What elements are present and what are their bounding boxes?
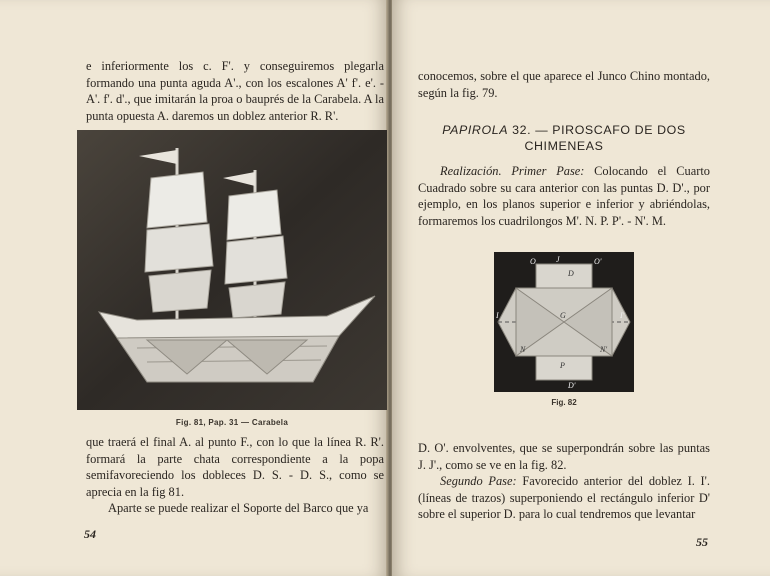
heading-label: PAPIROLA (442, 123, 509, 137)
figure-caption: Fig. 81, Pap. 31 — Carabela (175, 418, 289, 427)
folding-diagram-photo (494, 252, 634, 392)
paragraph-text: e inferiormente los c. F'. y conseguiremos plegarla formando una punta aguda A'., con los escalones A' f'. e'. - A'. f'. d'., que imitarán la proa o bauprés de la Carabela. A la punta opuesta A. daremos un doblez anterior R. R'. (86, 59, 384, 123)
figure-label-o: O (530, 257, 536, 266)
right-page-top-paragraph (418, 68, 710, 101)
left-page-top-paragraph (86, 58, 384, 124)
paragraph-text (418, 163, 710, 229)
figure-label-g: G (560, 311, 566, 320)
heading-title: — PIROSCAFO DE DOS CHIMENEAS (524, 123, 686, 153)
figure-label-o-prime: O' (594, 257, 602, 266)
figure-caption: Fig. 82 (551, 398, 577, 407)
section-heading (418, 122, 710, 154)
figure-label-p: P (560, 361, 565, 370)
figure-label-j: J (556, 255, 560, 264)
figure-label-i-prime: I' (620, 311, 625, 320)
paragraph-text (418, 473, 710, 523)
figure-label-d: D (568, 269, 574, 278)
paper-ship-illustration (77, 130, 387, 410)
paragraph-body: Favorecido anterior del doblez I. I'. (líneas de trazos) superponiendo el rectángulo inferior D' sobre el superior D. para lo cual tendremos que levantar (418, 474, 710, 521)
paragraph-text: Aparte se puede realizar el Soporte del Barco que ya (108, 501, 369, 515)
figure-label-n-prime: N' (600, 345, 608, 354)
left-page-bottom-paragraphs (86, 434, 384, 517)
paragraph-text: que traerá el final A. al punto F., con lo que la línea R. R'. formará la parte chata correspondiente a la popa semifavoreciendo los dobleces D. S. - D. S., como se aprecia en la fig 81. (86, 435, 384, 499)
paragraph-text: D. O'. envolventes, que se superpondrán sobre las puntas J. J'., como se ve en la fig. 82. (418, 441, 710, 472)
folded-square-illustration (494, 252, 634, 392)
paragraph-text: conocemos, sobre el que aparece el Junco Chino montado, según la fig. 79. (418, 69, 710, 100)
paragraph-body: Colocando el Cuarto Cuadrado sobre su cara anterior con las puntas D. D'., por ejemplo, en los planos superior e inferior y abriéndolas, formaremos los cuadrilongos M'. N. P. P'. - N'. M. (418, 164, 710, 228)
right-page-bottom-paragraphs (418, 440, 710, 523)
heading-number: 32. (512, 123, 532, 137)
figure-label-i: I (496, 311, 499, 320)
right-page-first-paragraph (418, 163, 710, 229)
page-number: 54 (84, 527, 96, 541)
run-in-heading: Realización. Primer Pase: (440, 164, 585, 178)
run-in-heading: Segundo Pase: (440, 474, 517, 488)
carabela-photo (77, 130, 387, 410)
figure-label-n: N (520, 345, 526, 354)
figure-label-d-prime: D' (568, 381, 576, 390)
page-number: 55 (696, 535, 708, 549)
